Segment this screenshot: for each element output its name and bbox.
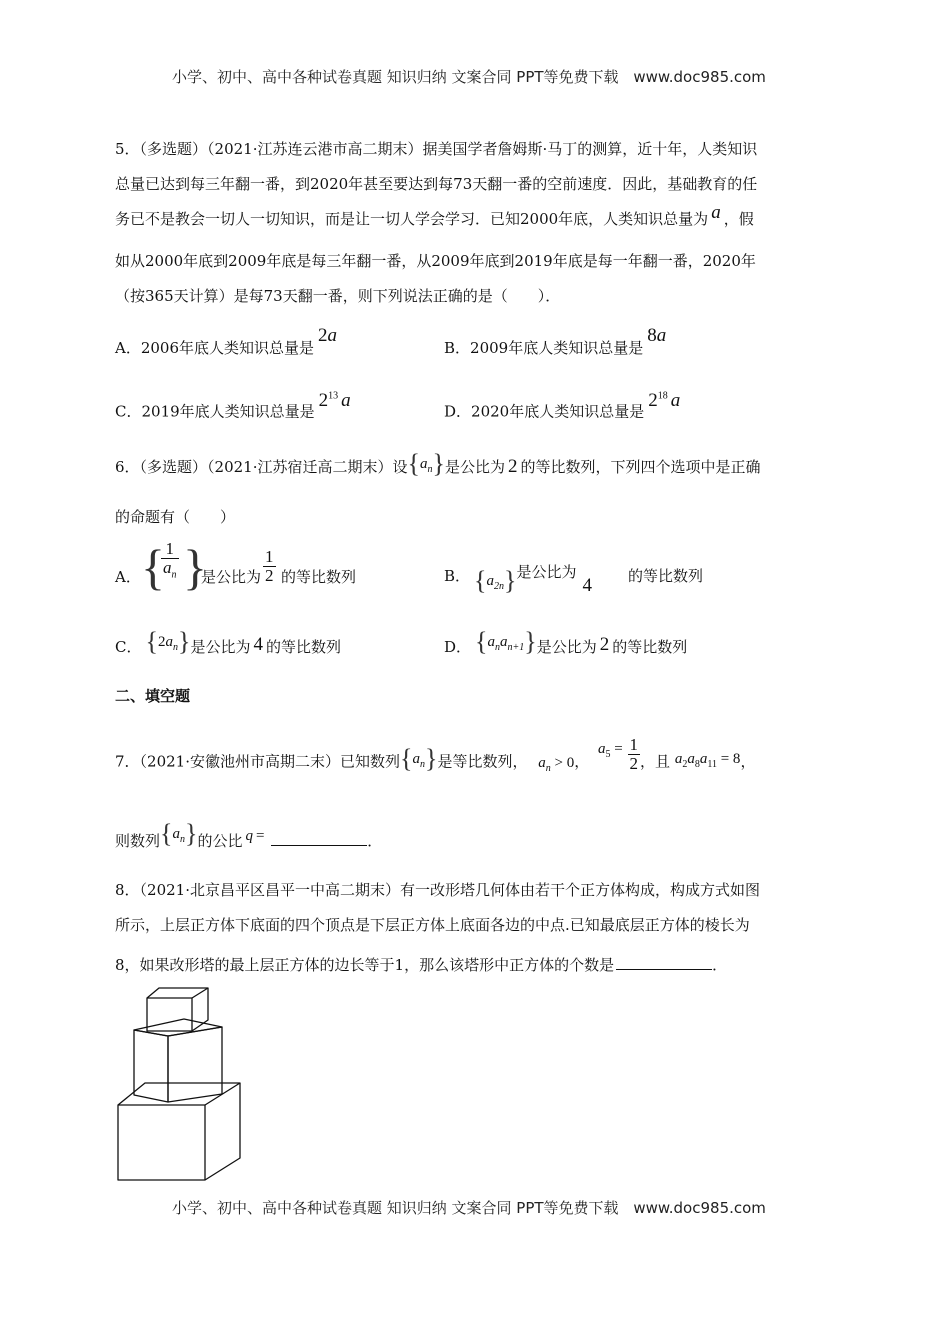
q5-option-b: B．2009年底人类知识总量是8a <box>444 325 667 357</box>
q6-option-c: C． $\{2a_n\}$是公比为 4 的等比数列 <box>115 627 341 656</box>
q5-line5: （按365天计算）是每73天翻一番，则下列说法正确的是（ ）． <box>115 287 561 305</box>
cube-tower-figure <box>108 982 248 1182</box>
seq-an: $\{a_n\}$ <box>407 449 445 478</box>
q5-line3: 务已不是教会一切人一切知识，而是让一切人学会学习．已知2000年底，人类知识总量为 a ，假 <box>115 202 754 228</box>
top-banner <box>172 66 766 87</box>
q6-line2: 的命题有（ ） <box>115 508 236 526</box>
q7-line2: 则数列$\{a_n\}$的公比 q = ． <box>115 819 383 850</box>
q8-line1: 8．（2021·北京昌平区昌平一中高二期末）有一改形塔几何体由若干个正方体构成，构成方式如图 <box>115 881 760 899</box>
q8-line3: 8，如果改形塔的最上层正方体的边长等于1，那么该塔形中正方体的个数是 ． <box>115 956 728 974</box>
q8-line2: 所示，上层正方体下底面的四个顶点是下层正方体上底面各边的中点.已知最底层正方体的棱长为 <box>115 916 750 934</box>
section-title: 二、填空题 <box>115 687 191 705</box>
banner-url[interactable]: www.doc985.com <box>633 68 766 86</box>
q5-line2: 总量已达到每三年翻一番，到2020年甚至要达到每73天翻一番的空前速度．因此，基础教育的任 <box>115 175 758 193</box>
q5-line4: 如从2000年底到2009年底是每三年翻一番，从2009年底到2019年底是每一年翻一番，2020年 <box>115 252 756 270</box>
banner-text: 小学、初中、高中各种试卷真题 知识归纳 文案合同 PPT等免费下载 <box>172 68 619 86</box>
top-cube-top <box>147 988 208 998</box>
q5-option-a: A．2006年底人类知识总量是2a <box>115 325 338 357</box>
banner-url[interactable]: www.doc985.com <box>633 1199 766 1217</box>
bottom-cube-side <box>205 1083 240 1180</box>
middle-cube-front <box>134 1030 168 1102</box>
middle-cube-side <box>168 1027 222 1102</box>
q8-answer-blank[interactable] <box>616 969 712 970</box>
q6-line1: 6．（多选题）（2021·江苏宿迁高二期末）设$\{a_n\}$是公比为 2 的等比数列，下列四个选项中是正确 <box>115 449 761 478</box>
banner-text: 小学、初中、高中各种试卷真题 知识归纳 文案合同 PPT等免费下载 <box>172 1199 619 1217</box>
q6-option-b: B． $\{a_{2n}\}$是公比为4 的等比数列 <box>444 563 704 596</box>
q5-option-d: D．2020年底人类知识总量是 $2^{18}$ a <box>444 390 681 421</box>
bottom-banner <box>172 1197 766 1218</box>
top-cube-side <box>192 988 208 1031</box>
q5-option-c: C．2019年底人类知识总量是 $2^{13}$ a <box>115 390 351 421</box>
q7-line1: 7．（2021·安徽池州市高期二末）已知数列$\{a_n\}$是等比数列， $a_n > 0$， $a_5$ = $\frac{1}{2}$ ，且 $a_2a_8a_{11} = 8$， <box>115 735 756 774</box>
bottom-cube-front <box>118 1105 205 1180</box>
q5-line1: 5．（多选题）（2021·江苏连云港市高二期末）据美国学者詹姆斯·马丁的测算，近十年，人类知识 <box>115 140 758 158</box>
q7-answer-blank[interactable] <box>271 845 367 846</box>
q6-option-d: D． $\{a_na_{n+1}\}$是公比为 2 的等比数列 <box>444 627 688 656</box>
